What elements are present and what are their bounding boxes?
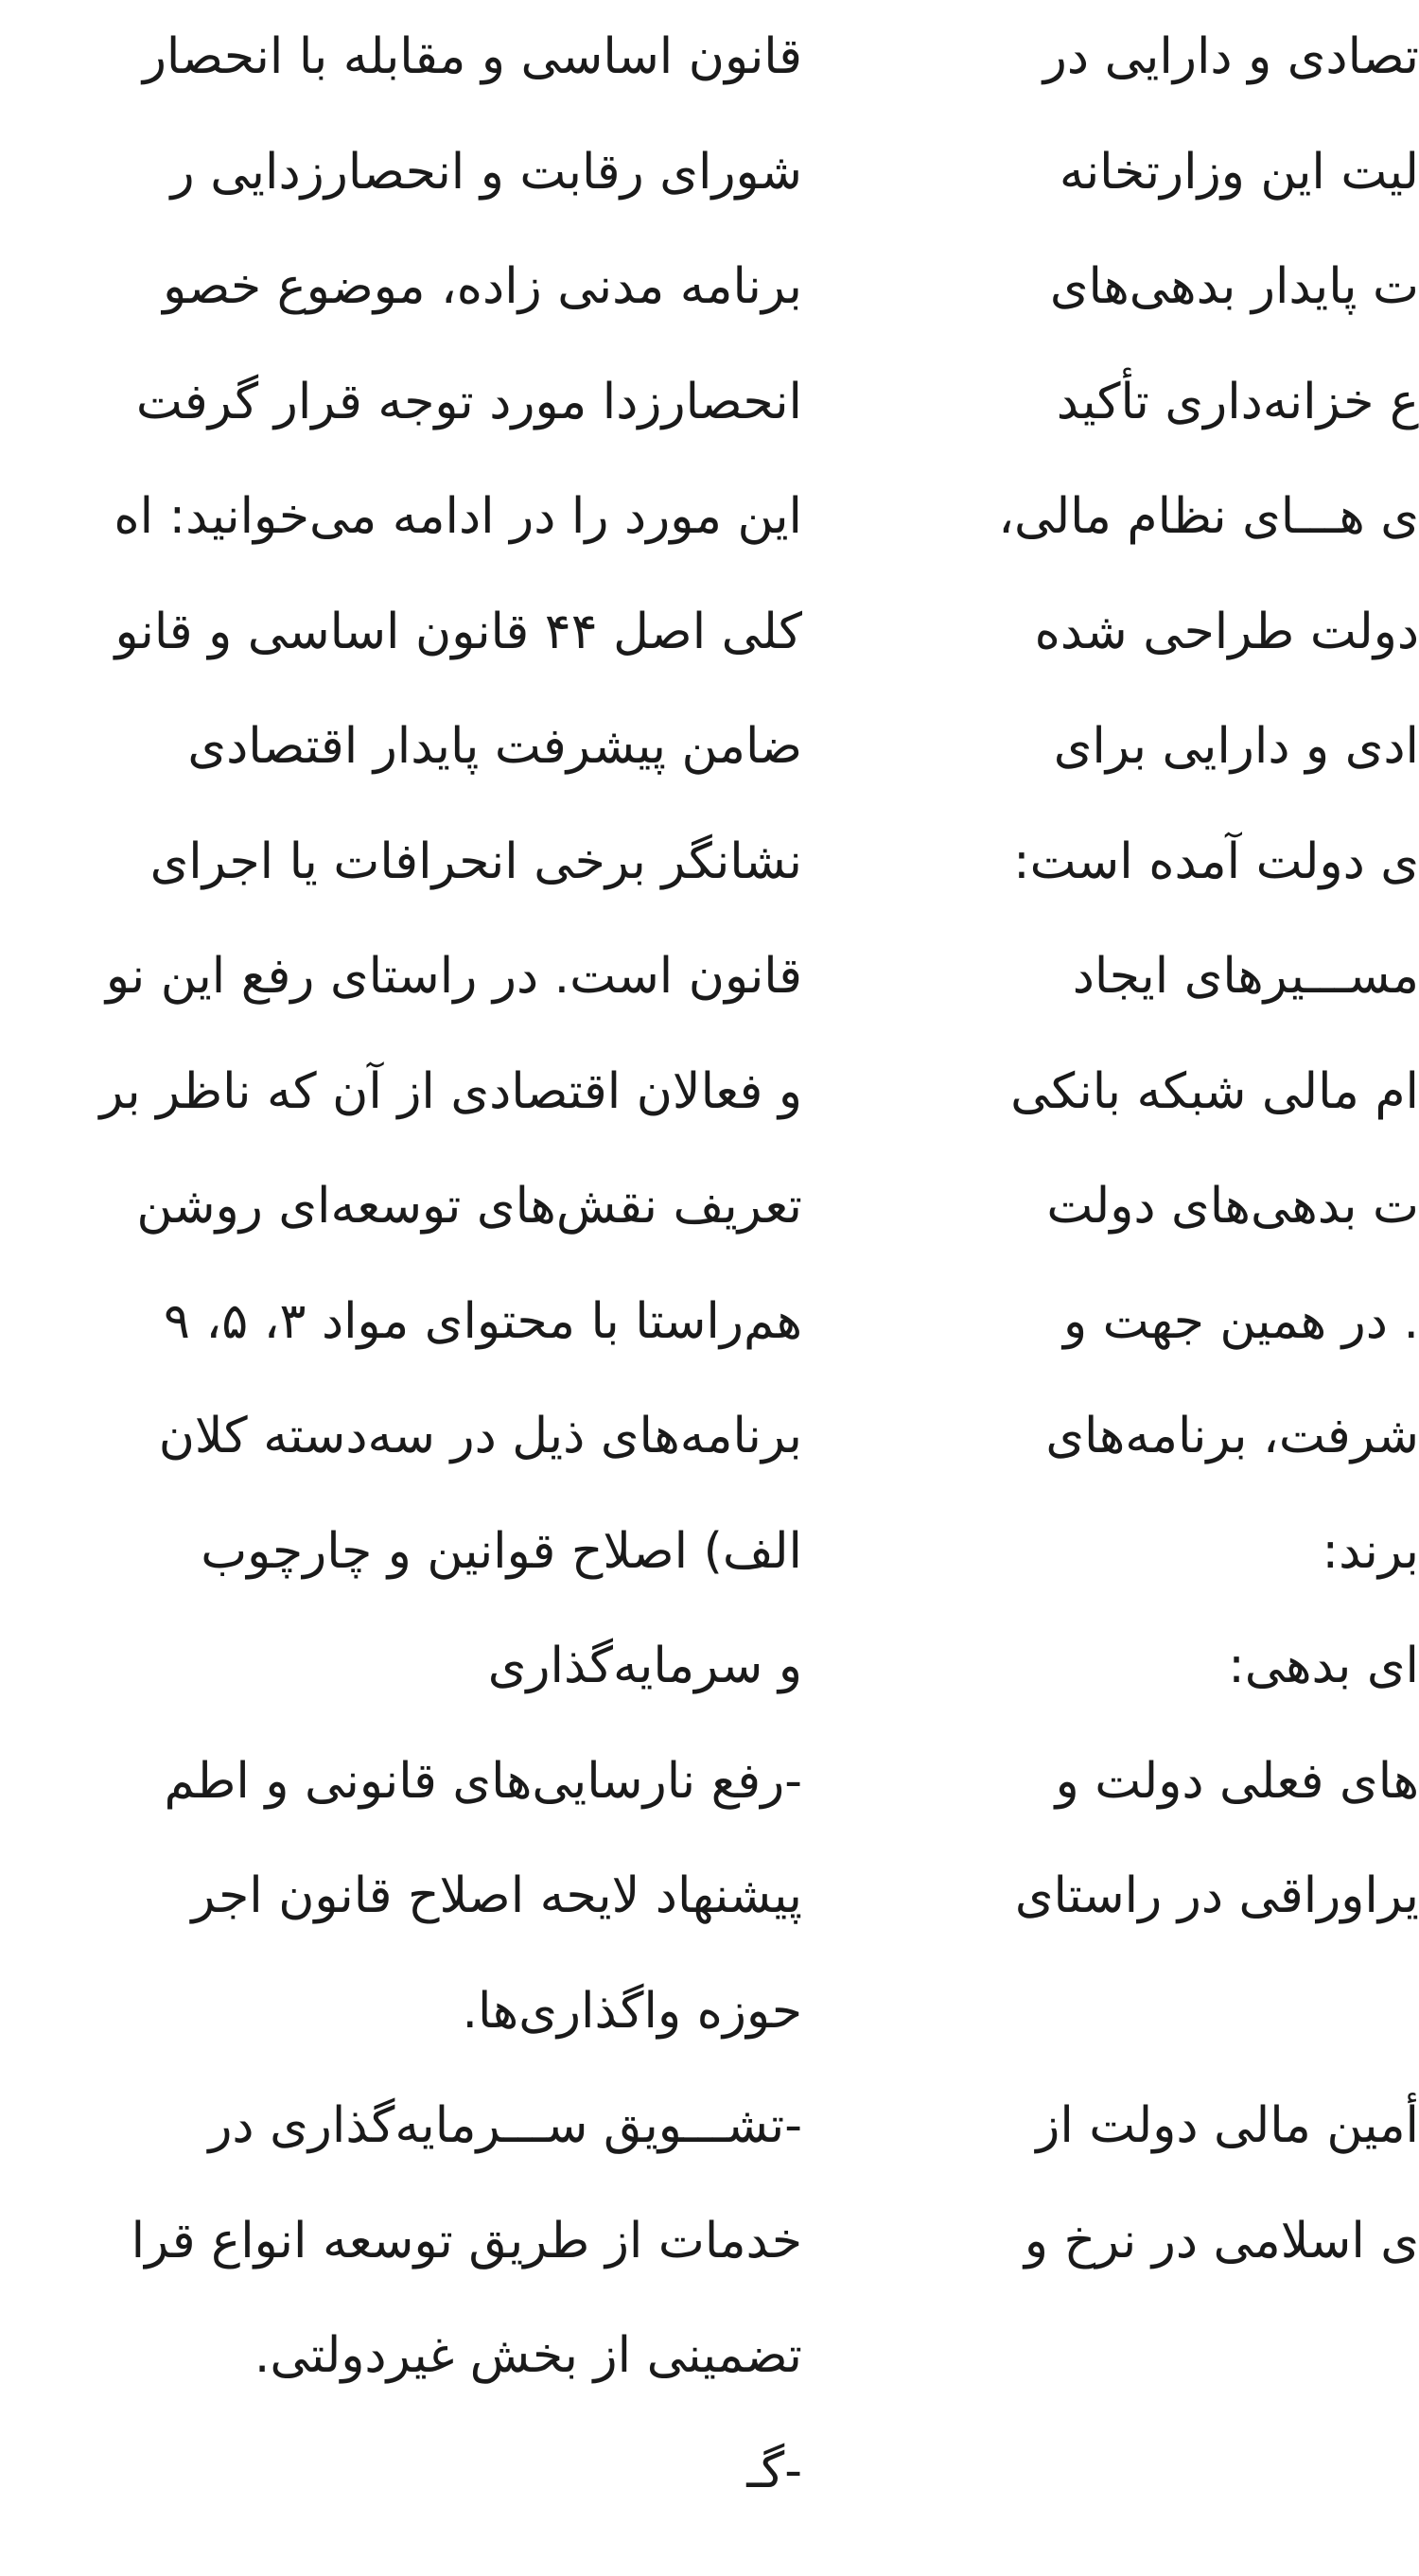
text-line: لیت این وزارتخانه xyxy=(1059,143,1419,201)
text-line: ی اسلامی در نرخ و xyxy=(1024,2212,1419,2269)
text-line: الف) اصلاح قوانین و چارچوب xyxy=(201,1522,802,1580)
text-line: مســـیرهای ایجاد xyxy=(1072,948,1419,1005)
text-line: کلی اصل ۴۴ قانون اساسی و قانو xyxy=(114,603,802,660)
text-line: برنامه‌های ذیل در سه‌دسته کلان xyxy=(158,1408,802,1464)
text-line: حوزه واگذاری‌ها. xyxy=(462,1982,802,2040)
text-line: -رفع نارسایی‌های قانونی و اطم xyxy=(164,1752,802,1810)
text-line: انحصارزدا مورد توجه قرار گرفت xyxy=(135,373,802,430)
text-line: شرفت، برنامه‌های xyxy=(1045,1408,1419,1464)
text-line: خدمات از طریق توسعه انواع قرا xyxy=(131,2212,802,2269)
text-line: ضامن پیشرفت پایدار اقتصادی xyxy=(187,718,802,775)
text-line: قانون اساسی و مقابله با انحصار xyxy=(142,28,802,85)
text-line: ادی و دارایی برای xyxy=(1053,718,1419,775)
text-line: ت بدهی‌های دولت xyxy=(1046,1178,1419,1235)
text-line: ت پایدار بدهی‌های xyxy=(1049,258,1419,315)
text-line: شورای رقابت و انحصارزدایی ر xyxy=(170,143,802,201)
text-line: نشانگر برخی انحرافات یا اجرای xyxy=(149,832,802,890)
text-line: پیشنهاد لایحه اصلاح قانون اجر xyxy=(191,1867,802,1924)
text-line: ای بدهی: xyxy=(1228,1638,1419,1694)
text-line: -گـ xyxy=(746,2442,802,2499)
text-line: ع خزانه‌داری تأکید xyxy=(1056,373,1419,430)
text-line: تضمینی از بخش غیردولتی. xyxy=(254,2327,802,2384)
text-line: تعریف نقش‌های توسعه‌ای روشن xyxy=(136,1178,802,1235)
text-line: برنامه مدنی زاده، موضوع خصو xyxy=(163,258,802,315)
text-line: ی هـــای نظام مالی، xyxy=(998,488,1419,545)
text-line: -تشـــویق ســـرمایه‌گذاری در xyxy=(208,2097,802,2154)
right-text-column xyxy=(946,0,1419,2576)
text-line: دولت طراحی شده xyxy=(1034,603,1419,660)
text-line: ام مالی شبکه بانکی xyxy=(1010,1062,1419,1120)
text-line: هم‌راستا با محتوای مواد ۳، ۵، ۹ xyxy=(163,1292,802,1350)
text-line: قانون است. در راستای رفع این نو xyxy=(105,948,802,1005)
text-line: برند: xyxy=(1322,1522,1419,1580)
text-line: و فعالان اقتصادی از آن که ناظر بر xyxy=(99,1062,802,1120)
text-line: أمین مالی دولت از xyxy=(1036,2097,1419,2154)
text-line: . در همین جهت و xyxy=(1063,1292,1419,1350)
text-line: های فعلی دولت و xyxy=(1055,1752,1419,1810)
text-line: تصادی و دارایی در xyxy=(1042,28,1419,85)
text-line: و سرمایه‌گذاری xyxy=(487,1638,802,1694)
text-line: یراوراقی در راستای xyxy=(1014,1867,1419,1924)
text-line: ی دولت آمده است: xyxy=(1013,832,1419,890)
text-line: این مورد را در ادامه می‌خوانید: اه xyxy=(114,488,802,545)
